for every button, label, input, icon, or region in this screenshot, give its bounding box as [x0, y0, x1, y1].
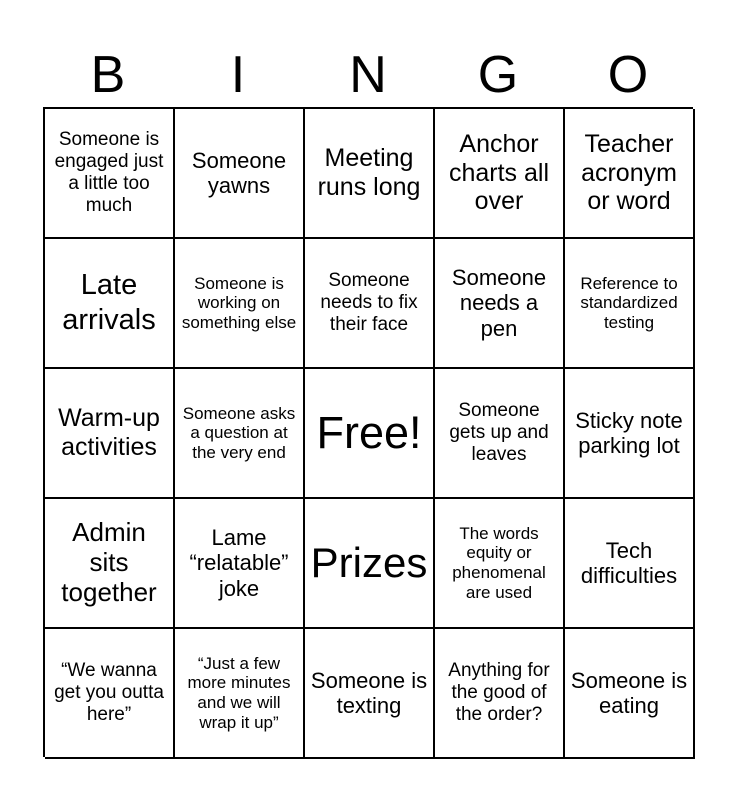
- header-letter-i: I: [230, 46, 246, 104]
- bingo-cell[interactable]: Someone is working on something else: [175, 239, 305, 369]
- bingo-cell[interactable]: Someone is texting: [305, 629, 435, 759]
- bingo-cell[interactable]: Reference to standardized testing: [565, 239, 695, 369]
- bingo-cell[interactable]: The words equity or phenomenal are used: [435, 499, 565, 629]
- bingo-cell[interactable]: Lame “relatable” joke: [175, 499, 305, 629]
- bingo-cell[interactable]: “Just a few more minutes and we will wrap it up”: [175, 629, 305, 759]
- bingo-cell[interactable]: Someone needs to fix their face: [305, 239, 435, 369]
- header-letter-g: G: [477, 46, 519, 104]
- bingo-cell[interactable]: Late arrivals: [45, 239, 175, 369]
- bingo-cell[interactable]: Sticky note parking lot: [565, 369, 695, 499]
- bingo-cell[interactable]: Someone is engaged just a little too much: [45, 109, 175, 239]
- bingo-cell[interactable]: Admin sits together: [45, 499, 175, 629]
- bingo-cell[interactable]: Someone asks a question at the very end: [175, 369, 305, 499]
- bingo-cell[interactable]: Someone is eating: [565, 629, 695, 759]
- bingo-header: [43, 44, 693, 106]
- bingo-cell[interactable]: Anchor charts all over: [435, 109, 565, 239]
- bingo-cell[interactable]: Someone gets up and leaves: [435, 369, 565, 499]
- bingo-cell[interactable]: “We wanna get you outta here”: [45, 629, 175, 759]
- header-letter-o: O: [607, 46, 649, 104]
- bingo-cell[interactable]: Teacher acronym or word: [565, 109, 695, 239]
- bingo-cell[interactable]: Prizes: [305, 499, 435, 629]
- bingo-cell-free-space[interactable]: Free!: [305, 369, 435, 499]
- header-letter-b: B: [90, 46, 126, 104]
- bingo-cell[interactable]: Someone yawns: [175, 109, 305, 239]
- header-letter-n: N: [349, 46, 387, 104]
- bingo-cell[interactable]: Someone needs a pen: [435, 239, 565, 369]
- bingo-cell[interactable]: Meeting runs long: [305, 109, 435, 239]
- bingo-cell[interactable]: Warm-up activities: [45, 369, 175, 499]
- bingo-grid: [43, 107, 693, 757]
- bingo-cell[interactable]: Anything for the good of the order?: [435, 629, 565, 759]
- bingo-cell[interactable]: Tech difficulties: [565, 499, 695, 629]
